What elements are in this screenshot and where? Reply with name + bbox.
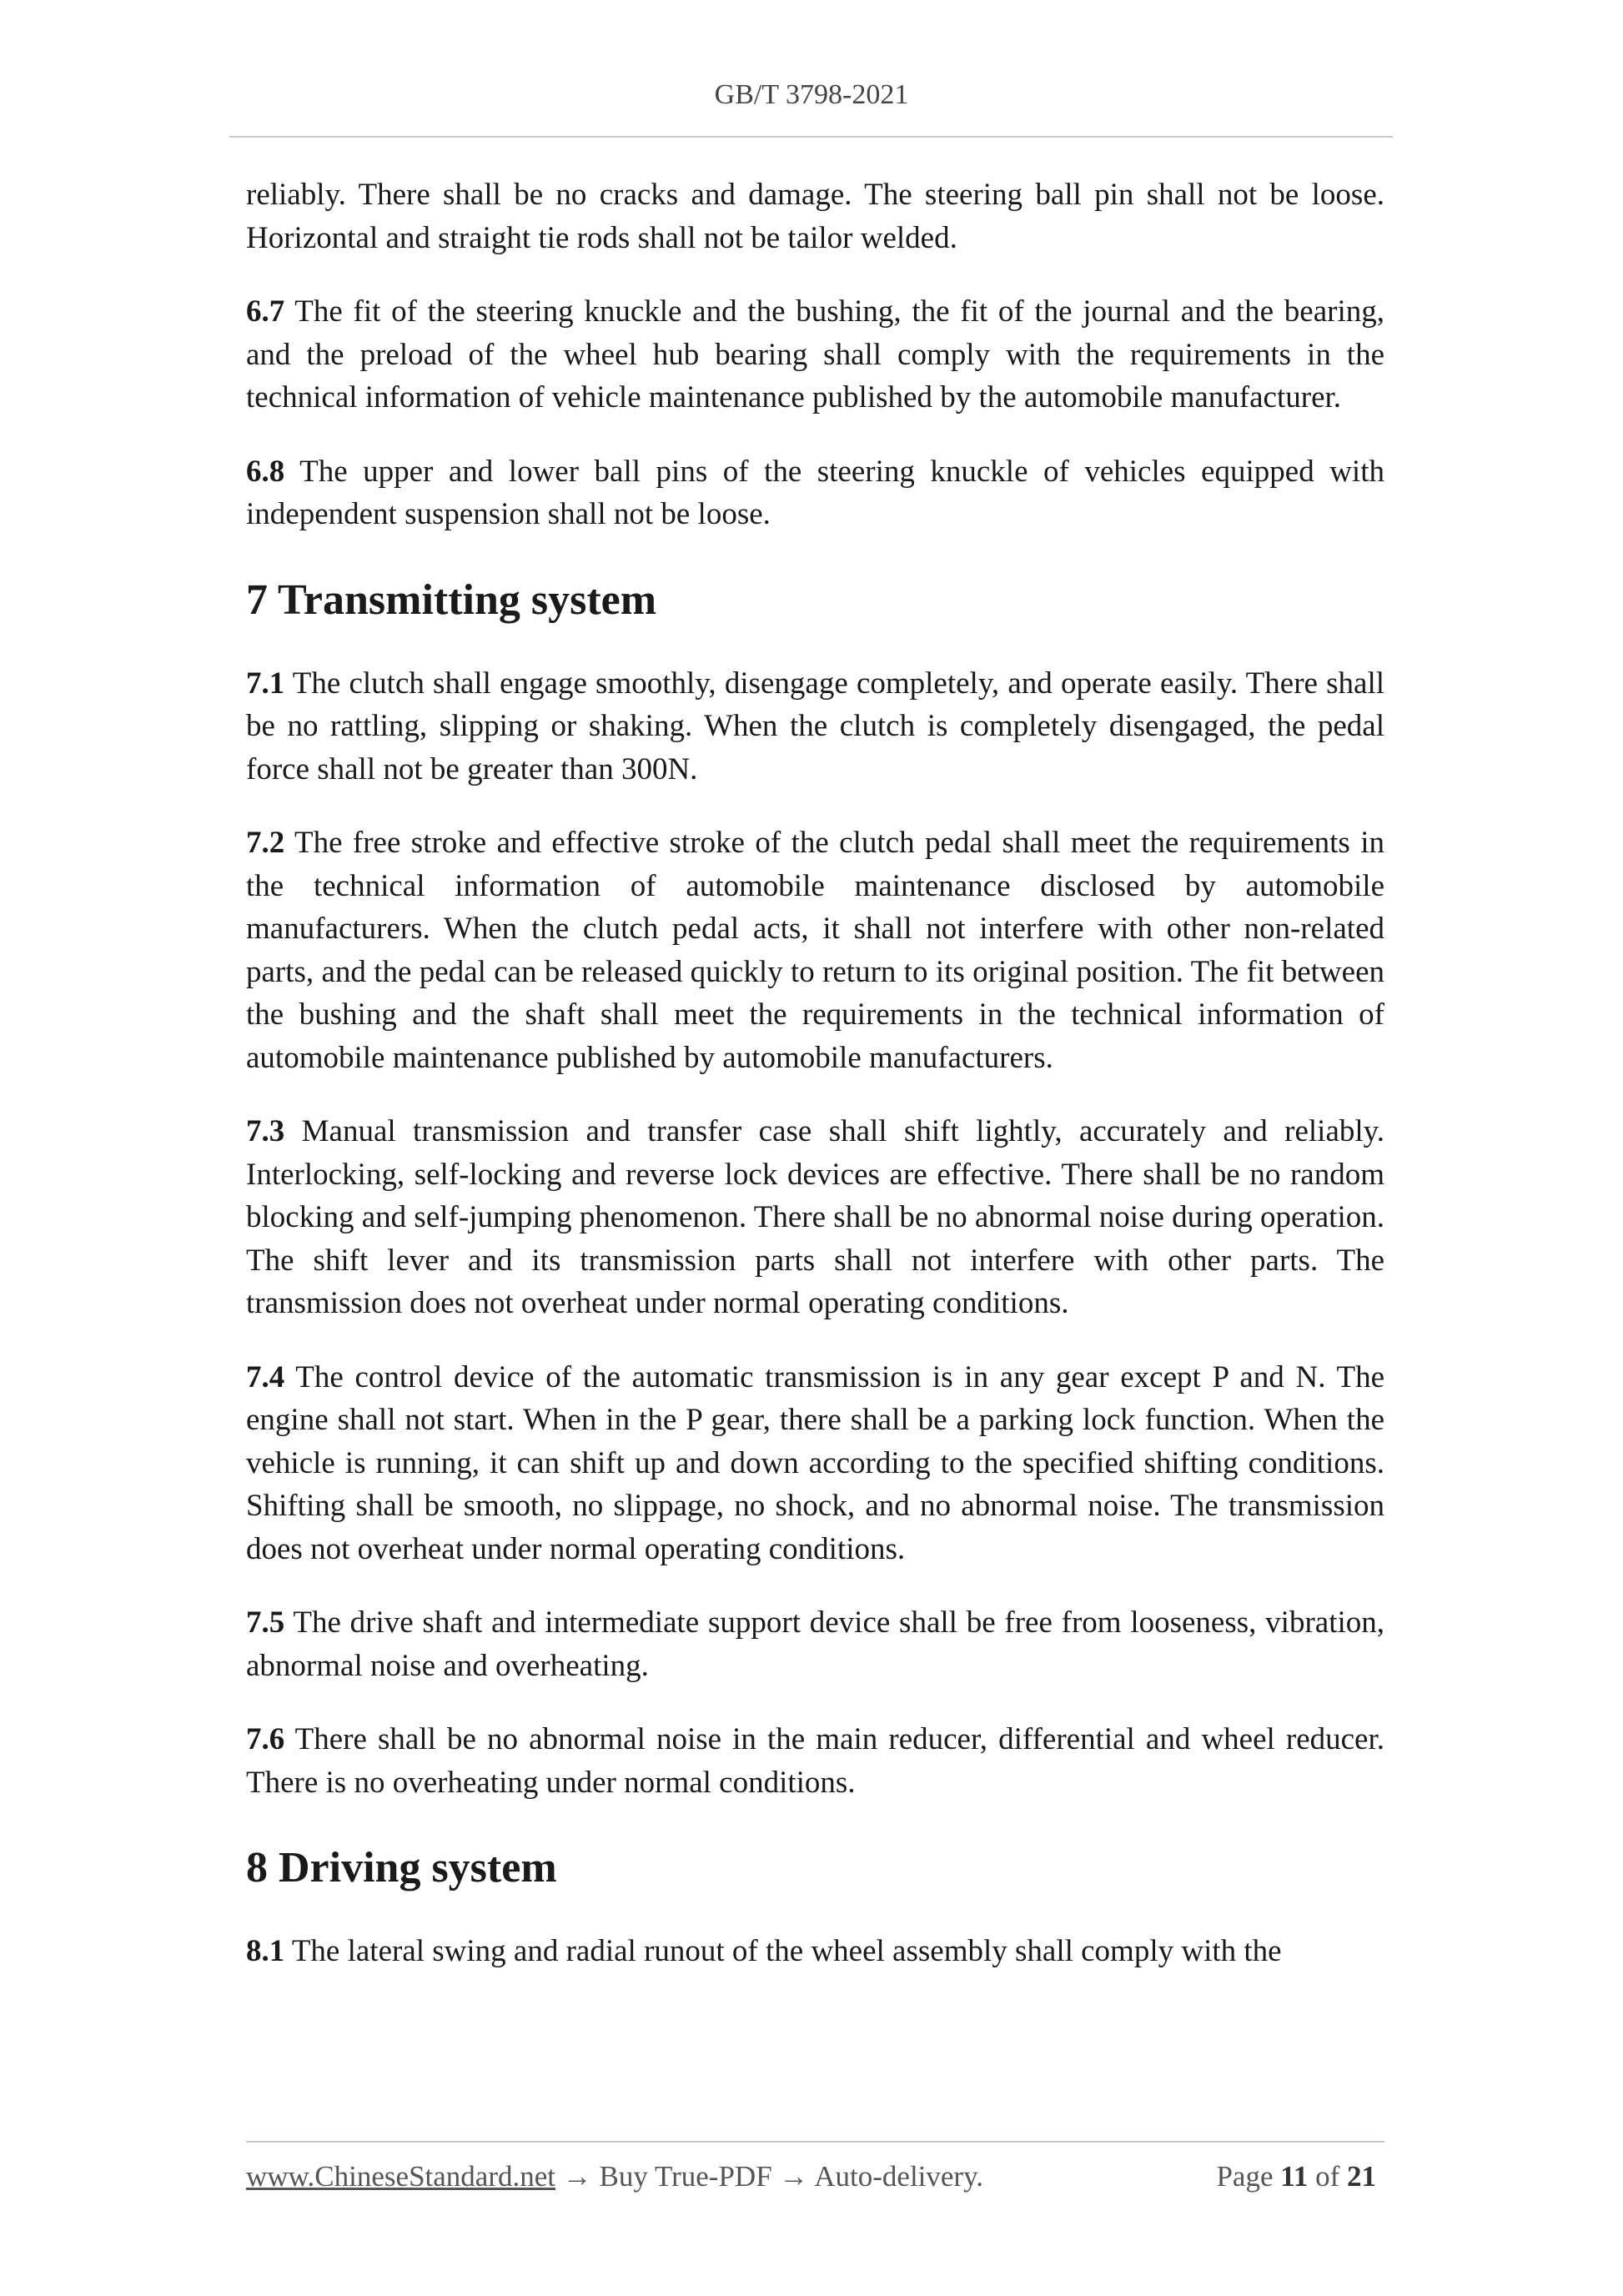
arrow-right-icon: → (779, 2160, 809, 2193)
clause-number: 7.1 (246, 666, 285, 701)
clause-text: The control device of the automatic transmission is in any gear except P and N. The engine shall not start. When in the P gear, there shall be a parking lock function. When the vehicle is running, it can shift up and down according to the specified shifting conditions. Shifting shall be smooth, no slippage, no shock, and no abnormal noise. The transmission does not overheat under normal operating conditions. (246, 1359, 1384, 1566)
clause-text: The drive shaft and intermediate support device shall be free from looseness, vibration, abnormal noise and overheating. (246, 1605, 1384, 1683)
clause-number: 6.8 (246, 454, 285, 489)
clause-paragraph (246, 1718, 1384, 1804)
page-footer (246, 2160, 1384, 2200)
clause-text: The upper and lower ball pins of the steering knuckle of vehicles equipped with independent suspension shall not be loose. (246, 454, 1384, 531)
chinesestandard-link[interactable]: www.ChineseStandard.net (246, 2160, 555, 2193)
clause-text: The free stroke and effective stroke of the clutch pedal shall meet the requirements in the technical information of automobile maintenance disclosed by automobile manufacturers. When the clutch pedal acts, it shall not interfere with other non-related parts, and the pedal can be released quickly to return to its original position. The fit between the bushing and the shaft shall meet the requirements in the technical information of automobile maintenance published by automobile manufacturers. (246, 826, 1384, 1075)
clause-paragraph (246, 1356, 1384, 1571)
clause-number: 6.7 (246, 294, 285, 329)
page-indicator (1216, 2160, 1376, 2193)
page-current: 11 (1280, 2160, 1309, 2193)
clause-number: 7.4 (246, 1359, 285, 1394)
buy-true-pdf-text: Buy True-PDF (599, 2160, 772, 2193)
document-body (246, 173, 1384, 2004)
arrow-right-icon: → (562, 2160, 592, 2193)
clause-text: There shall be no abnormal noise in the main reducer, differential and wheel reducer. There is no overheating under normal conditions. (246, 1722, 1384, 1800)
clause-text: reliably. There shall be no cracks and damage. The steering ball pin shall not be loose. Horizontal and straight tie rods shall not be tailor welded. (246, 178, 1384, 255)
footer-navigation (246, 2160, 983, 2193)
clause-number: 7.5 (246, 1605, 285, 1640)
running-header: GB/T 3798-2021 (714, 79, 909, 110)
clause-paragraph (246, 662, 1384, 791)
clause-text: The lateral swing and radial runout of the wheel assembly shall comply with the (284, 1934, 1282, 1968)
clause-paragraph (246, 1930, 1384, 1973)
clause-paragraph (246, 821, 1384, 1079)
page-of-label: of (1315, 2160, 1340, 2193)
clause-number: 7.6 (246, 1722, 285, 1756)
clause-paragraph (246, 290, 1384, 420)
clause-paragraph (246, 173, 1384, 259)
clause-text: Manual transmission and transfer case shall shift lightly, accurately and reliably. Interlocking, self-locking and reverse lock devices are effective. There shall be no random blocking and self-jumping phenomenon. There shall be no abnormal noise during operation. The shift lever and its transmission parts shall not interfere with other parts. The transmission does not overheat under normal operating conditions. (246, 1114, 1384, 1320)
clause-text: The fit of the steering knuckle and the bushing, the fit of the journal and the bearing, and the preload of the wheel hub bearing shall comply with the requirements in the technical information of vehicle maintenance published by the automobile manufacturer. (246, 294, 1384, 414)
clause-number: 7.2 (246, 826, 285, 860)
clause-paragraph (246, 1601, 1384, 1687)
header-divider (229, 136, 1393, 138)
page-total: 21 (1347, 2160, 1376, 2193)
footer-divider (246, 2141, 1384, 2143)
auto-delivery-text: Auto-delivery. (814, 2160, 984, 2193)
clause-paragraph (246, 450, 1384, 536)
section-heading: 8 Driving system (246, 1844, 557, 1892)
clause-number: 7.3 (246, 1114, 285, 1148)
clause-text: The clutch shall engage smoothly, disengage completely, and operate easily. There shall be no rattling, slipping or shaking. When the clutch is completely disengaged, the pedal force shall not be greater than 300N. (246, 666, 1384, 786)
section-heading: 7 Transmitting system (246, 575, 657, 624)
page-label: Page (1216, 2160, 1274, 2193)
clause-paragraph (246, 1110, 1384, 1325)
clause-number: 8.1 (246, 1934, 285, 1968)
